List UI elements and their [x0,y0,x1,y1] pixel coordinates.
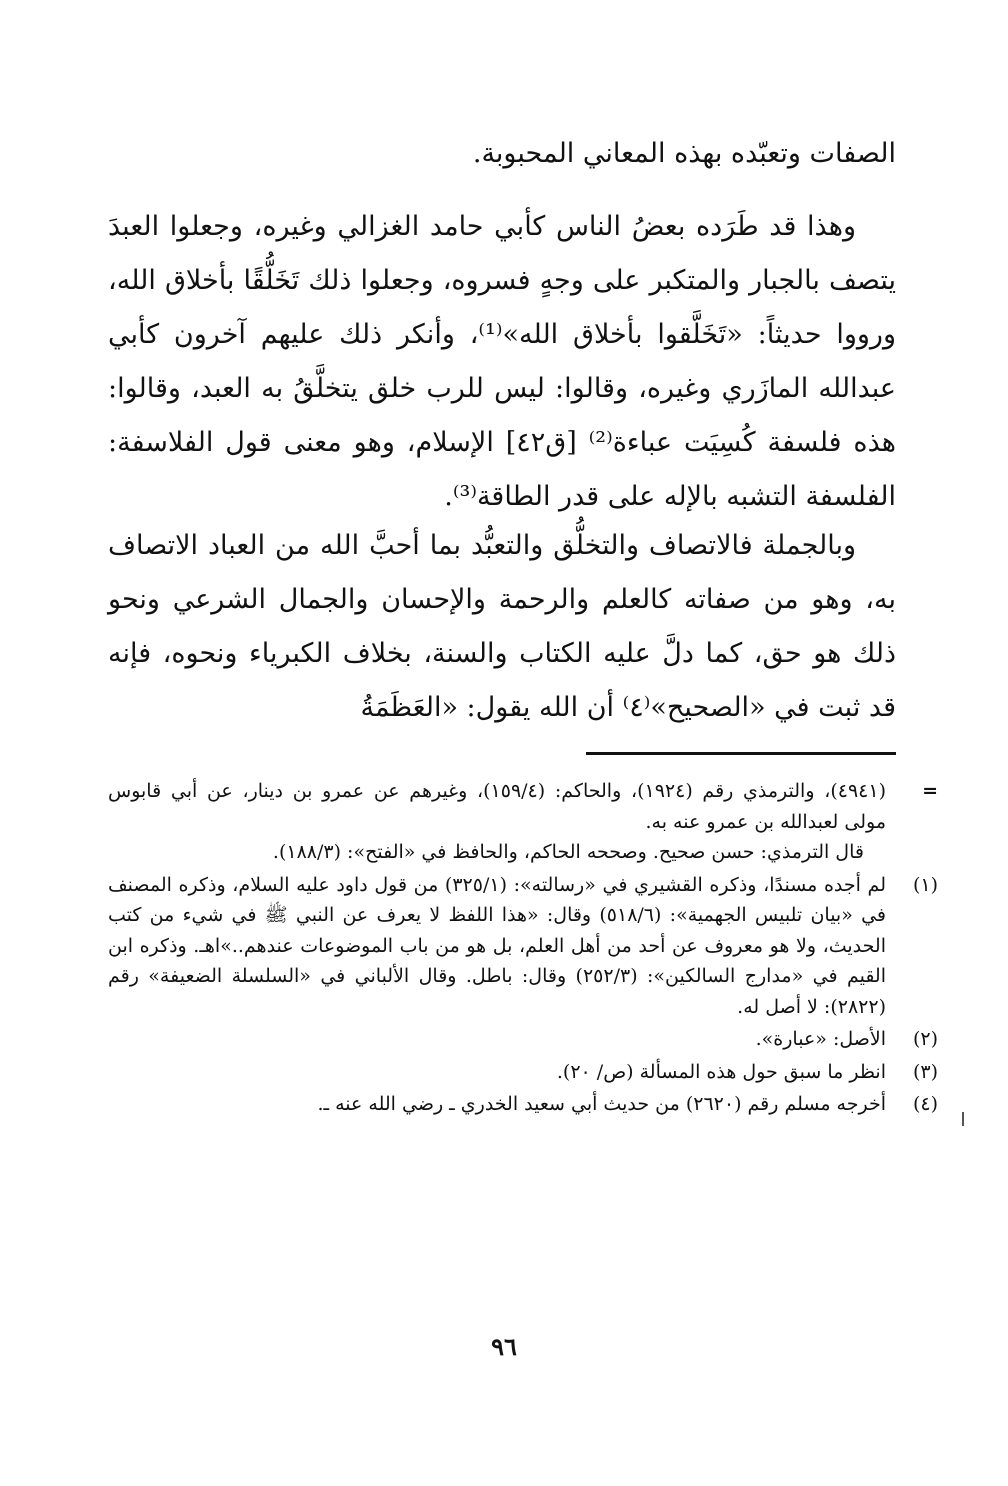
paragraph-text: وهذا قد طَرَده بعضُ الناس كأبي حامد الغزالي وغيره، وجعلوا العبدَ يتصف بالجبار والمتكبر على وجهٍ فسروه، وجعلوا ذلك تَخَلُّقًا بأخلاق الله، ورووا حديثاً: «تَخَلَّقوا بأخلاق الله»⁽¹⁾، وأنكر ذلك عليهم آخرون كأبي عبدالله المازَري وغيره، وقالوا: ليس للرب خلق يتخلَّقُ به العبد، وقالوا: هذه فلسفة كُسِيَت عباءة⁽²⁾ [ق٤٢] الإسلام، وهو معنى قول الفلاسفة: الفلسفة التشبه بالإله على قدر الطاقة⁽³⁾. [108,211,896,512]
footnote-continuation [108,776,938,868]
footnote-text: قال الترمذي: حسن صحيح. وصححه الحاكم، والحافظ في «الفتح»: (١٨٨/٣). [272,841,864,863]
paragraph-summary [108,519,896,735]
paragraph-text: الصفات وتعبّده بهذه المعاني المحبوبة. [472,138,896,169]
page-number: ٩٦ [491,1332,517,1361]
paragraph-text: وبالجملة فالاتصاف والتخلُّق والتعبُّد بما أحبَّ الله من العباد الاتصاف به، وهو من صفاته كالعلم والرحمة والإحسان والجمال الشرعي ونحو ذلك هو حق، كما دلَّ عليه الكتاب والسنة، بخلاف الكبرياء ونحوه، فإنه قد ثبت في «الصحيح»⁽٤⁾ أن الله يقول: «العَظَمَةُ [108,530,896,723]
footnote-marker: (٤) [912,1093,938,1115]
paragraph-tradition [108,200,896,524]
footnote-text: الأصل: «عبارة». [755,1028,886,1050]
footnote-3 [108,1057,938,1088]
footnote-text: أخرجه مسلم رقم (٢٦٢٠) من حديث أبي سعيد الخدري ـ رضي الله عنه ـ. [317,1093,886,1115]
continuation-marker: = [922,780,938,802]
footnotes [108,776,938,1122]
paragraph-continuation [108,127,896,181]
footnote-marker: (١) [912,873,938,896]
margin-mark [962,1112,964,1126]
footnote-1 [108,870,938,1023]
footnote-4 [108,1089,938,1120]
footnote-marker: (٢) [912,1028,938,1050]
footnote-separator [586,752,896,755]
footnote-marker: (٣) [912,1060,938,1083]
footnote-text: (٤٩٤١)، والترمذي رقم (١٩٢٤)، والحاكم: (١٥٩/٤)، وغيرهم عن عمرو بن دينار، عن أبي قابوس مولى لعبدالله بن عمرو عنه به. [108,780,886,833]
footnote-text: انظر ما سبق حول هذه المسألة (ص/ ٢٠). [556,1060,886,1083]
footnote-2 [108,1024,938,1055]
footnote-text: لم أجده مسندًا، وذكره القشيري في «رسالته»: (٣٢٥/١) من قول داود عليه السلام، وذكره المصنف في «بيان تلبيس الجهمية»: (٥١٨/٦) وقال: «هذا اللفظ لا يعرف عن النبي ﷺ في شيء من كتب الحديث، ولا هو معروف عن أحد من أهل العلم، بل هو من باب الموضوعات عندهم..»اهـ. وذكره ابن القيم في «مدارج السالكين»: (٢٥٢/٣) وقال: باطل. وقال الألباني في «السلسلة الضعيفة» رقم (٢٨٢٢): لا أصل له. [108,873,887,1018]
